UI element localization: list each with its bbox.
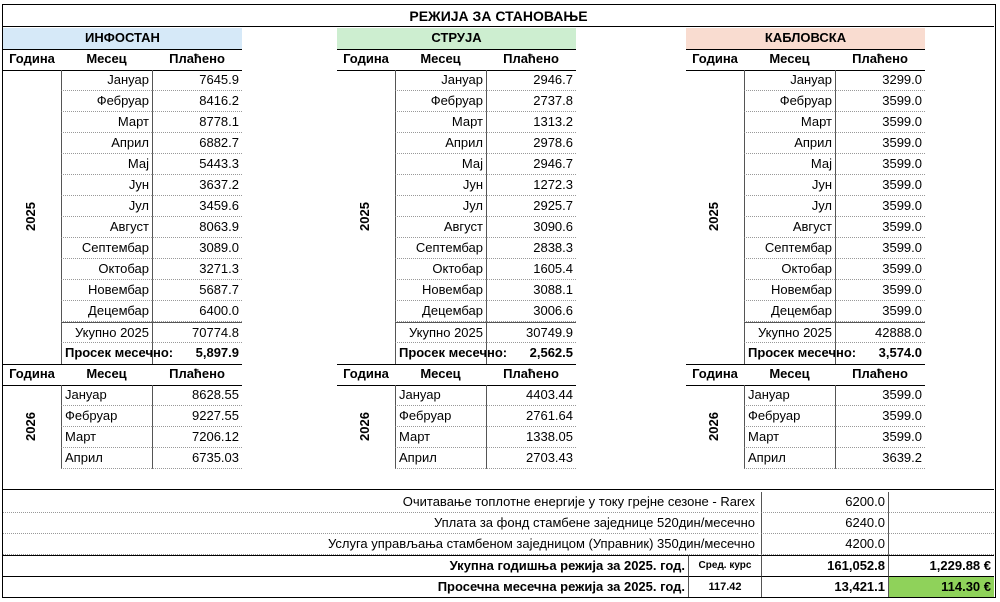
- month-value: 5687.7: [152, 280, 242, 301]
- month-value-2026: 7206.12: [152, 427, 242, 448]
- month-value: 8063.9: [152, 217, 242, 238]
- month-label-2026: Фебруар: [61, 406, 152, 427]
- month-value: 2978.6: [486, 133, 576, 154]
- total-value: 70774.8: [152, 322, 242, 343]
- month-label: Август: [61, 217, 152, 238]
- month-value: 2737.8: [486, 91, 576, 112]
- total-label: Укупно 2025: [395, 322, 486, 343]
- avg-label: Просек месечно:: [744, 343, 835, 364]
- month-label: Јун: [395, 175, 486, 196]
- grid-line: [337, 364, 576, 365]
- month-value: 3090.6: [486, 217, 576, 238]
- month-label: Децембар: [744, 301, 835, 322]
- month-value: 7645.9: [152, 70, 242, 91]
- month-value: 6400.0: [152, 301, 242, 322]
- month-value: 3637.2: [152, 175, 242, 196]
- summary-rate-label: Сред. курс: [688, 555, 761, 576]
- col-header-year: Година: [343, 366, 389, 381]
- month-label: Новембар: [61, 280, 152, 301]
- month-value: 5443.3: [152, 154, 242, 175]
- spreadsheet: [2, 4, 996, 598]
- summary-avg-rsd: 13,421.1: [761, 576, 888, 597]
- month-value: 2838.3: [486, 238, 576, 259]
- month-value: 3599.0: [835, 91, 925, 112]
- total-label: Укупно 2025: [744, 322, 835, 343]
- month-label: Август: [744, 217, 835, 238]
- month-label-2026: Април: [744, 448, 835, 469]
- col-header-month: Месец: [86, 366, 127, 381]
- col-header-paid: Плаћено: [852, 366, 908, 381]
- month-value: 3089.0: [152, 238, 242, 259]
- summary-total-label: Укупна годишња режија за 2025. год.: [3, 555, 688, 576]
- month-label: Фебруар: [395, 91, 486, 112]
- month-label: Март: [744, 112, 835, 133]
- grid-line: [3, 489, 994, 490]
- month-label: Септембар: [744, 238, 835, 259]
- section-header-struja: СТРУЈА: [337, 28, 576, 49]
- month-value: 6882.7: [152, 133, 242, 154]
- month-label: Септембар: [395, 238, 486, 259]
- sheet-title: РЕЖИЈА ЗА СТАНОВАЊЕ: [3, 5, 994, 27]
- month-label: Фебруар: [61, 91, 152, 112]
- year-2025-label: 2025: [356, 202, 372, 231]
- month-value-2026: 6735.03: [152, 448, 242, 469]
- month-label: Јул: [395, 196, 486, 217]
- month-label: Октобар: [61, 259, 152, 280]
- month-value-2026: 4403.44: [486, 385, 576, 406]
- avg-value: 5,897.9: [152, 343, 242, 364]
- month-label: Април: [744, 133, 835, 154]
- section-header-kablovska: КАБЛОВСКА: [686, 28, 925, 49]
- month-value: 2946.7: [486, 70, 576, 91]
- extra-value: 4200.0: [761, 534, 888, 555]
- month-label: Мај: [744, 154, 835, 175]
- month-value: 3599.0: [835, 280, 925, 301]
- summary-total-rsd: 161,052.8: [761, 555, 888, 576]
- month-value: 8778.1: [152, 112, 242, 133]
- col-header-year: Година: [692, 51, 738, 66]
- month-label: Јун: [744, 175, 835, 196]
- extra-empty: [888, 492, 994, 513]
- month-value: 1605.4: [486, 259, 576, 280]
- col-header-month: Месец: [420, 51, 461, 66]
- month-value: 2946.7: [486, 154, 576, 175]
- total-label: Укупно 2025: [61, 322, 152, 343]
- month-label: Децембар: [61, 301, 152, 322]
- total-value: 30749.9: [486, 322, 576, 343]
- month-value-2026: 2703.43: [486, 448, 576, 469]
- col-header-month: Месец: [769, 51, 810, 66]
- grid-line: [337, 49, 576, 50]
- month-label: Април: [61, 133, 152, 154]
- month-label: Јул: [61, 196, 152, 217]
- year-2026-label: 2026: [22, 412, 38, 441]
- summary-total-eur: 1,229.88 €: [888, 555, 994, 576]
- month-label: Март: [395, 112, 486, 133]
- month-value: 2925.7: [486, 196, 576, 217]
- month-value: 3006.6: [486, 301, 576, 322]
- month-value: 3271.3: [152, 259, 242, 280]
- month-label: Фебруар: [744, 91, 835, 112]
- extra-value: 6240.0: [761, 513, 888, 534]
- extra-empty: [888, 534, 994, 555]
- month-value: 3599.0: [835, 112, 925, 133]
- month-label-2026: Март: [61, 427, 152, 448]
- month-value-2026: 9227.55: [152, 406, 242, 427]
- grid-line: [3, 49, 242, 50]
- month-label: Децембар: [395, 301, 486, 322]
- month-value: 8416.2: [152, 91, 242, 112]
- col-header-year: Година: [343, 51, 389, 66]
- month-value: 3088.1: [486, 280, 576, 301]
- month-label: Мај: [395, 154, 486, 175]
- year-2025-label: 2025: [22, 202, 38, 231]
- grid-line: [3, 364, 242, 365]
- month-label: Септембар: [61, 238, 152, 259]
- month-value: 3599.0: [835, 238, 925, 259]
- extra-label: Уплата за фонд стамбене заједнице 520дин/месечно: [3, 513, 758, 534]
- month-value-2026: 1338.05: [486, 427, 576, 448]
- section-header-infostan: ИНФОСТАН: [3, 28, 242, 49]
- extra-value: 6200.0: [761, 492, 888, 513]
- month-value-2026: 2761.64: [486, 406, 576, 427]
- col-header-paid: Плаћено: [503, 51, 559, 66]
- month-value: 3599.0: [835, 196, 925, 217]
- month-value-2026: 3599.0: [835, 385, 925, 406]
- month-value-2026: 3639.2: [835, 448, 925, 469]
- month-value: 3599.0: [835, 175, 925, 196]
- month-label: Октобар: [744, 259, 835, 280]
- year-2025-label: 2025: [705, 202, 721, 231]
- month-label: Јануар: [395, 70, 486, 91]
- month-label-2026: Јануар: [61, 385, 152, 406]
- month-value: 1313.2: [486, 112, 576, 133]
- month-label-2026: Март: [744, 427, 835, 448]
- summary-avg-eur: 114.30 €: [888, 576, 994, 597]
- month-label-2026: Јануар: [395, 385, 486, 406]
- month-value: 3599.0: [835, 217, 925, 238]
- month-label-2026: Фебруар: [395, 406, 486, 427]
- month-label: Март: [61, 112, 152, 133]
- month-label: Новембар: [395, 280, 486, 301]
- col-header-paid: Плаћено: [852, 51, 908, 66]
- month-label: Јануар: [744, 70, 835, 91]
- month-value: 3459.6: [152, 196, 242, 217]
- month-label: Јануар: [61, 70, 152, 91]
- month-label: Новембар: [744, 280, 835, 301]
- month-value-2026: 3599.0: [835, 427, 925, 448]
- month-label-2026: Јануар: [744, 385, 835, 406]
- month-value: 3599.0: [835, 259, 925, 280]
- col-header-month: Месец: [86, 51, 127, 66]
- avg-value: 3,574.0: [835, 343, 925, 364]
- grid-line: [686, 49, 925, 50]
- month-value-2026: 8628.55: [152, 385, 242, 406]
- extra-empty: [888, 513, 994, 534]
- grid-line: [686, 364, 925, 365]
- extra-label: Очитавање топлотне енергије у току грејне сезоне - Rarex: [3, 492, 758, 513]
- avg-label: Просек месечно:: [395, 343, 486, 364]
- extra-label: Услуга управљања стамбеном заједницом (Управник) 350дин/месечно: [3, 534, 758, 555]
- month-label-2026: Април: [61, 448, 152, 469]
- month-label: Мај: [61, 154, 152, 175]
- month-label-2026: Април: [395, 448, 486, 469]
- col-header-year: Година: [9, 51, 55, 66]
- month-label: Јун: [61, 175, 152, 196]
- total-value: 42888.0: [835, 322, 925, 343]
- month-label-2026: Фебруар: [744, 406, 835, 427]
- avg-label: Просек месечно:: [61, 343, 152, 364]
- month-label: Јул: [744, 196, 835, 217]
- col-header-paid: Плаћено: [169, 366, 225, 381]
- col-header-month: Месец: [769, 366, 810, 381]
- month-label: Април: [395, 133, 486, 154]
- month-value: 3299.0: [835, 70, 925, 91]
- col-header-year: Година: [692, 366, 738, 381]
- year-2026-label: 2026: [705, 412, 721, 441]
- summary-rate: 117.42: [688, 576, 761, 597]
- month-value-2026: 3599.0: [835, 406, 925, 427]
- col-header-paid: Плаћено: [169, 51, 225, 66]
- summary-avg-label: Просечна месечна режија за 2025. год.: [3, 576, 688, 597]
- month-label: Октобар: [395, 259, 486, 280]
- month-label: Август: [395, 217, 486, 238]
- month-value: 3599.0: [835, 133, 925, 154]
- month-value: 3599.0: [835, 301, 925, 322]
- month-value: 1272.3: [486, 175, 576, 196]
- col-header-month: Месец: [420, 366, 461, 381]
- avg-value: 2,562.5: [486, 343, 576, 364]
- month-label-2026: Март: [395, 427, 486, 448]
- month-value: 3599.0: [835, 154, 925, 175]
- year-2026-label: 2026: [356, 412, 372, 441]
- col-header-paid: Плаћено: [503, 366, 559, 381]
- col-header-year: Година: [9, 366, 55, 381]
